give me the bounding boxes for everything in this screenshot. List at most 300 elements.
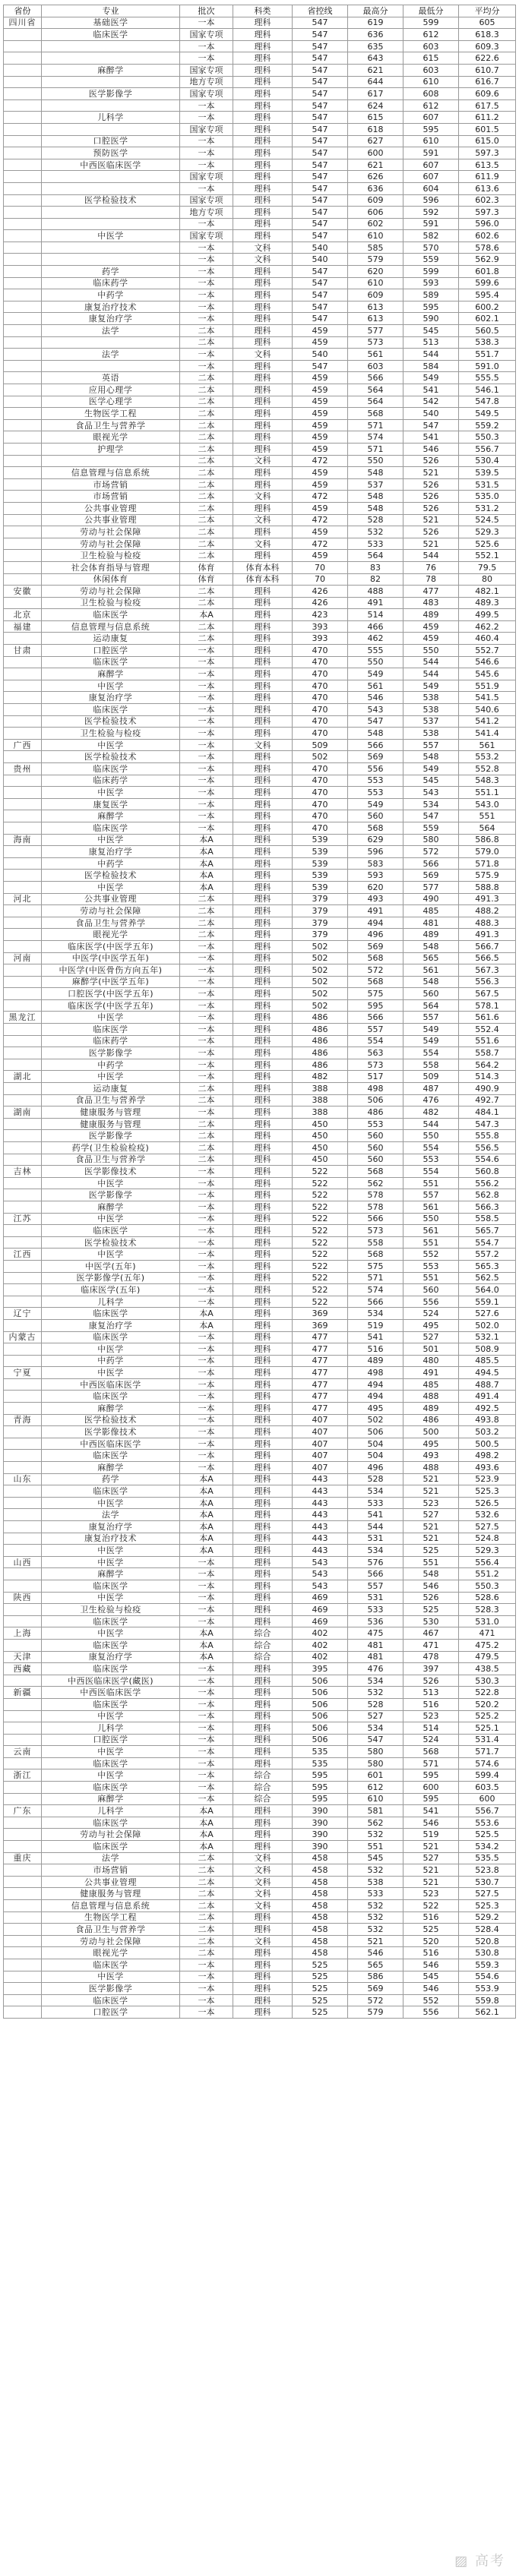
cell-province	[4, 1047, 42, 1059]
cell-lowest-score: 549	[403, 680, 459, 692]
cell-province	[4, 940, 42, 952]
cell-lowest-score: 538	[403, 704, 459, 716]
table-row	[4, 1580, 516, 1592]
cell-major: 儿科学	[42, 1805, 180, 1817]
cell-batch: 一本	[180, 1710, 233, 1722]
cell-batch: 一本	[180, 301, 233, 313]
table-row	[4, 1331, 516, 1343]
cell-lowest-score: 552	[403, 1994, 459, 2006]
cell-major: 中西医临床医学	[42, 1687, 180, 1699]
cell-average-score: 578.1	[459, 999, 516, 1012]
cell-category: 理科	[233, 1924, 293, 1936]
cell-control-line: 459	[293, 526, 348, 538]
cell-major	[42, 336, 180, 349]
cell-highest-score: 612	[348, 1782, 403, 1794]
cell-category: 理科	[233, 443, 293, 455]
cell-major: 中医学	[42, 834, 180, 846]
cell-batch: 本A	[180, 1829, 233, 1841]
cell-lowest-score: 557	[403, 1012, 459, 1024]
cell-batch: 国家专项	[180, 230, 233, 242]
cell-batch: 一本	[180, 940, 233, 952]
cell-category: 理科	[233, 52, 293, 65]
cell-province: 湖南	[4, 1106, 42, 1119]
cell-control-line: 477	[293, 1367, 348, 1379]
cell-major: 口腔医学	[42, 1734, 180, 1746]
cell-category: 理科	[233, 751, 293, 763]
cell-average-score: 491.4	[459, 1391, 516, 1403]
cell-control-line: 407	[293, 1450, 348, 1462]
cell-highest-score: 572	[348, 964, 403, 977]
cell-average-score: 80	[459, 573, 516, 586]
table-row	[4, 289, 516, 301]
cell-category: 理科	[233, 1473, 293, 1485]
cell-major: 临床医学	[42, 1841, 180, 1853]
cell-lowest-score: 607	[403, 112, 459, 124]
cell-control-line: 525	[293, 1959, 348, 1971]
cell-category: 理科	[233, 1722, 293, 1735]
cell-major: 中医学	[42, 1497, 180, 1509]
table-row	[4, 1876, 516, 1888]
cell-highest-score: 572	[348, 1994, 403, 2006]
cell-control-line: 470	[293, 715, 348, 728]
cell-lowest-score: 548	[403, 751, 459, 763]
cell-lowest-score: 550	[403, 1213, 459, 1225]
table-row	[4, 1012, 516, 1024]
cell-batch: 一本	[180, 1793, 233, 1805]
cell-category: 文科	[233, 455, 293, 467]
cell-highest-score: 475	[348, 1627, 403, 1640]
cell-highest-score: 568	[348, 1249, 403, 1261]
cell-category: 理科	[233, 1106, 293, 1119]
cell-major: 劳动与社会保障	[42, 1935, 180, 1947]
cell-category: 理科	[233, 1545, 293, 1557]
cell-highest-score: 506	[348, 1426, 403, 1438]
cell-control-line: 547	[293, 277, 348, 289]
table-row	[4, 1710, 516, 1722]
cell-highest-score: 498	[348, 1083, 403, 1095]
cell-highest-score: 496	[348, 929, 403, 941]
cell-control-line: 407	[293, 1462, 348, 1474]
cell-province: 陕西	[4, 1592, 42, 1604]
cell-lowest-score: 548	[403, 976, 459, 988]
cell-average-score: 559.1	[459, 1296, 516, 1308]
cell-lowest-score: 544	[403, 349, 459, 361]
cell-highest-score: 595	[348, 999, 403, 1012]
cell-highest-score: 547	[348, 1734, 403, 1746]
cell-highest-score: 602	[348, 218, 403, 230]
cell-category: 理科	[233, 1142, 293, 1154]
cell-highest-score: 609	[348, 194, 403, 207]
cell-batch: 二本	[180, 478, 233, 491]
cell-control-line: 547	[293, 52, 348, 65]
cell-control-line: 506	[293, 1675, 348, 1687]
cell-control-line: 459	[293, 502, 348, 514]
cell-major: 临床药学	[42, 1035, 180, 1047]
cell-major: 康复治疗学	[42, 1319, 180, 1331]
cell-major: 食品卫生与营养学	[42, 1154, 180, 1166]
cell-category: 理科	[233, 230, 293, 242]
cell-average-score: 535.0	[459, 491, 516, 503]
cell-batch: 一本	[180, 1426, 233, 1438]
cell-average-score: 556.4	[459, 1556, 516, 1568]
cell-average-score: 492.7	[459, 1094, 516, 1106]
cell-major: 临床医学	[42, 1817, 180, 1829]
cell-province	[4, 360, 42, 372]
cell-batch: 本A	[180, 1497, 233, 1509]
cell-category: 理科	[233, 336, 293, 349]
cell-average-score: 556.7	[459, 443, 516, 455]
table-row	[4, 40, 516, 52]
cell-major	[42, 182, 180, 194]
cell-category: 理科	[233, 1947, 293, 1959]
table-row	[4, 810, 516, 822]
cell-average-score: 499.5	[459, 609, 516, 621]
cell-highest-score: 531	[348, 1533, 403, 1545]
cell-lowest-score: 612	[403, 29, 459, 41]
table-row	[4, 1864, 516, 1877]
cell-highest-score: 560	[348, 1142, 403, 1154]
cell-lowest-score: 546	[403, 1983, 459, 1995]
cell-highest-score: 561	[348, 680, 403, 692]
cell-average-score: 596.0	[459, 218, 516, 230]
cell-batch: 二本	[180, 467, 233, 479]
cell-major: 中医学	[42, 1746, 180, 1758]
table-row	[4, 1094, 516, 1106]
cell-batch: 二本	[180, 396, 233, 408]
cell-highest-score: 573	[348, 1225, 403, 1237]
cell-province	[4, 1782, 42, 1794]
cell-control-line: 369	[293, 1308, 348, 1320]
table-row	[4, 1426, 516, 1438]
cell-control-line: 502	[293, 952, 348, 964]
cell-batch: 二本	[180, 586, 233, 598]
cell-category: 理科	[233, 586, 293, 598]
table-row	[4, 1462, 516, 1474]
cell-average-score: 561.6	[459, 1012, 516, 1024]
cell-average-score: 460.4	[459, 633, 516, 645]
cell-batch: 一本	[180, 1201, 233, 1213]
cell-average-score: 552.1	[459, 550, 516, 562]
cell-category: 理科	[233, 1035, 293, 1047]
cell-control-line: 458	[293, 1888, 348, 1900]
cell-province	[4, 1378, 42, 1391]
cell-category: 理科	[233, 1403, 293, 1415]
cell-lowest-score: 554	[403, 1166, 459, 1178]
table-row	[4, 999, 516, 1012]
cell-major: 中西医临床医学	[42, 159, 180, 171]
cell-highest-score: 534	[348, 1545, 403, 1557]
cell-highest-score: 569	[348, 751, 403, 763]
cell-major: 生物医学工程	[42, 1911, 180, 1924]
cell-province	[4, 1024, 42, 1036]
cell-major: 中医学	[42, 680, 180, 692]
cell-lowest-score: 526	[403, 502, 459, 514]
cell-control-line: 477	[293, 1355, 348, 1367]
cell-average-score: 493.8	[459, 1414, 516, 1426]
cell-batch: 一本	[180, 1403, 233, 1415]
cell-highest-score: 618	[348, 123, 403, 135]
cell-lowest-score: 526	[403, 1675, 459, 1687]
table-row	[4, 1272, 516, 1284]
cell-category: 理科	[233, 1272, 293, 1284]
cell-major: 康复治疗学	[42, 313, 180, 325]
cell-lowest-score: 559	[403, 254, 459, 266]
cell-batch: 一本	[180, 1722, 233, 1735]
cell-highest-score: 571	[348, 1272, 403, 1284]
cell-highest-score: 644	[348, 76, 403, 88]
cell-highest-score: 549	[348, 798, 403, 810]
cell-category: 文科	[233, 1888, 293, 1900]
cell-average-score: 524.8	[459, 1533, 516, 1545]
cell-lowest-score: 523	[403, 1497, 459, 1509]
cell-lowest-score: 599	[403, 17, 459, 29]
table-row	[4, 491, 516, 503]
cell-average-score: 566.7	[459, 940, 516, 952]
cell-lowest-score: 485	[403, 1378, 459, 1391]
cell-control-line: 393	[293, 620, 348, 633]
cell-province	[4, 349, 42, 361]
cell-control-line: 540	[293, 242, 348, 254]
table-row	[4, 1378, 516, 1391]
cell-average-score: 494.5	[459, 1367, 516, 1379]
cell-lowest-score: 610	[403, 135, 459, 147]
cell-highest-score: 600	[348, 147, 403, 159]
cell-batch: 二本	[180, 325, 233, 337]
cell-major: 医学检验技术	[42, 715, 180, 728]
cell-control-line: 458	[293, 1900, 348, 1912]
cell-major: 中医学	[42, 1769, 180, 1782]
cell-category: 理科	[233, 360, 293, 372]
cell-control-line: 547	[293, 301, 348, 313]
cell-average-score: 548.3	[459, 775, 516, 787]
cell-major: 药学	[42, 266, 180, 278]
cell-category: 理科	[233, 1675, 293, 1687]
cell-average-score: 586.8	[459, 834, 516, 846]
cell-average-score: 591.0	[459, 360, 516, 372]
cell-major: 劳动与社会保障	[42, 905, 180, 917]
cell-highest-score: 548	[348, 728, 403, 740]
cell-batch: 一本	[180, 1225, 233, 1237]
table-row	[4, 1236, 516, 1249]
cell-major: 法学	[42, 1852, 180, 1864]
cell-major: 基础医学	[42, 17, 180, 29]
table-row	[4, 715, 516, 728]
cell-average-score: 528.3	[459, 1604, 516, 1616]
cell-control-line: 482	[293, 1071, 348, 1083]
cell-category: 理科	[233, 182, 293, 194]
cell-average-score: 541.4	[459, 728, 516, 740]
cell-average-score: 551.6	[459, 1035, 516, 1047]
cell-major: 中药学	[42, 1355, 180, 1367]
cell-province	[4, 857, 42, 870]
cell-lowest-score: 549	[403, 372, 459, 384]
cell-lowest-score: 569	[403, 870, 459, 882]
cell-highest-score: 494	[348, 1378, 403, 1391]
cell-highest-score: 541	[348, 1509, 403, 1521]
cell-lowest-score: 493	[403, 1450, 459, 1462]
cell-lowest-score: 491	[403, 1367, 459, 1379]
cell-batch: 一本	[180, 763, 233, 775]
cell-province	[4, 1343, 42, 1356]
cell-category: 理科	[233, 1687, 293, 1699]
cell-major: 健康服务与管理	[42, 1106, 180, 1119]
cell-batch: 一本	[180, 1414, 233, 1426]
cell-major: 临床医学	[42, 1308, 180, 1320]
table-row	[4, 1687, 516, 1699]
cell-average-score: 562.8	[459, 1189, 516, 1201]
cell-lowest-score: 538	[403, 728, 459, 740]
cell-major: 临床医学	[42, 763, 180, 775]
cell-highest-score: 489	[348, 1355, 403, 1367]
cell-major: 医学心理学	[42, 396, 180, 408]
cell-province	[4, 550, 42, 562]
table-row	[4, 1722, 516, 1735]
cell-category: 理科	[233, 834, 293, 846]
cell-category: 理科	[233, 1012, 293, 1024]
cell-average-score: 551.2	[459, 1568, 516, 1580]
cell-lowest-score: 495	[403, 1319, 459, 1331]
cell-highest-score: 579	[348, 254, 403, 266]
cell-lowest-score: 541	[403, 431, 459, 444]
cell-province	[4, 1355, 42, 1367]
cell-category: 理科	[233, 597, 293, 609]
cell-category: 理科	[233, 502, 293, 514]
cell-major: 医学检验技术	[42, 1236, 180, 1249]
table-row	[4, 1900, 516, 1912]
cell-batch: 二本	[180, 1911, 233, 1924]
cell-control-line: 522	[293, 1225, 348, 1237]
table-row	[4, 1284, 516, 1296]
cell-highest-score: 532	[348, 1864, 403, 1877]
cell-major: 中医学	[42, 1556, 180, 1568]
cell-average-score: 538.3	[459, 336, 516, 349]
cell-control-line: 379	[293, 905, 348, 917]
table-row	[4, 1509, 516, 1521]
cell-lowest-score: 584	[403, 360, 459, 372]
cell-batch: 一本	[180, 1024, 233, 1036]
cell-control-line: 407	[293, 1426, 348, 1438]
cell-batch: 本A	[180, 1509, 233, 1521]
cell-lowest-score: 514	[403, 1722, 459, 1735]
cell-control-line: 459	[293, 408, 348, 420]
cell-control-line: 522	[293, 1189, 348, 1201]
cell-major: 口腔医学	[42, 2006, 180, 2019]
cell-control-line: 450	[293, 1118, 348, 1130]
cell-average-score: 611.9	[459, 171, 516, 183]
cell-major: 中医学	[42, 230, 180, 242]
cell-province	[4, 999, 42, 1012]
table-row	[4, 1047, 516, 1059]
cell-province	[4, 1959, 42, 1971]
cell-category: 理科	[233, 17, 293, 29]
cell-batch: 一本	[180, 1367, 233, 1379]
cell-batch: 二本	[180, 455, 233, 467]
cell-category: 理科	[233, 1994, 293, 2006]
cell-province	[4, 419, 42, 431]
cell-control-line: 379	[293, 929, 348, 941]
cell-major: 医学影像学	[42, 88, 180, 100]
cell-batch: 二本	[180, 597, 233, 609]
cell-batch: 一本	[180, 1592, 233, 1604]
cell-lowest-score: 542	[403, 396, 459, 408]
table-row	[4, 1971, 516, 1983]
cell-lowest-score: 595	[403, 301, 459, 313]
cell-control-line: 426	[293, 597, 348, 609]
cell-highest-score: 565	[348, 1959, 403, 1971]
cell-batch: 一本	[180, 787, 233, 799]
cell-batch: 一本	[180, 147, 233, 159]
cell-batch: 二本	[180, 538, 233, 550]
cell-highest-score: 620	[348, 266, 403, 278]
cell-control-line: 535	[293, 1757, 348, 1769]
table-row	[4, 171, 516, 183]
cell-lowest-score: 551	[403, 1556, 459, 1568]
cell-category: 理科	[233, 29, 293, 41]
cell-category: 理科	[233, 1746, 293, 1758]
cell-highest-score: 466	[348, 620, 403, 633]
cell-average-score: 462.2	[459, 620, 516, 633]
cell-lowest-score: 589	[403, 289, 459, 301]
cell-lowest-score: 481	[403, 917, 459, 929]
cell-province	[4, 277, 42, 289]
table-row	[4, 1675, 516, 1687]
cell-highest-score: 626	[348, 171, 403, 183]
cell-highest-score: 548	[348, 491, 403, 503]
cell-average-score: 558.5	[459, 1213, 516, 1225]
cell-highest-score: 566	[348, 1213, 403, 1225]
cell-province	[4, 1817, 42, 1829]
table-row	[4, 1888, 516, 1900]
cell-average-score: 525.5	[459, 1829, 516, 1841]
cell-highest-score: 553	[348, 1118, 403, 1130]
cell-category: 理科	[233, 1236, 293, 1249]
cell-province	[4, 1924, 42, 1936]
cell-average-score: 525.2	[459, 1710, 516, 1722]
cell-control-line: 469	[293, 1604, 348, 1616]
table-row	[4, 1983, 516, 1995]
cell-average-score: 574.6	[459, 1757, 516, 1769]
cell-category: 理科	[233, 999, 293, 1012]
cell-highest-score: 610	[348, 230, 403, 242]
cell-lowest-score: 544	[403, 550, 459, 562]
cell-lowest-score: 471	[403, 1639, 459, 1651]
cell-batch: 一本	[180, 1734, 233, 1746]
cell-category: 理科	[233, 1971, 293, 1983]
cell-province	[4, 929, 42, 941]
cell-average-score: 546.6	[459, 656, 516, 668]
table-row	[4, 1911, 516, 1924]
cell-highest-score: 506	[348, 1094, 403, 1106]
cell-lowest-score: 527	[403, 1852, 459, 1864]
cell-highest-score: 496	[348, 1462, 403, 1474]
cell-province: 四川省	[4, 17, 42, 29]
cell-control-line: 395	[293, 1663, 348, 1675]
cell-major: 劳动与社会保障	[42, 586, 180, 598]
cell-batch: 一本	[180, 1971, 233, 1983]
table-row	[4, 360, 516, 372]
table-row	[4, 1852, 516, 1864]
table-row	[4, 1627, 516, 1640]
cell-highest-score: 553	[348, 775, 403, 787]
cell-average-score: 564.2	[459, 1059, 516, 1071]
table-row	[4, 1734, 516, 1746]
cell-control-line: 506	[293, 1698, 348, 1710]
cell-lowest-score: 459	[403, 620, 459, 633]
cell-major: 临床医学	[42, 1225, 180, 1237]
cell-province	[4, 561, 42, 573]
cell-category: 理科	[233, 396, 293, 408]
table-row	[4, 550, 516, 562]
